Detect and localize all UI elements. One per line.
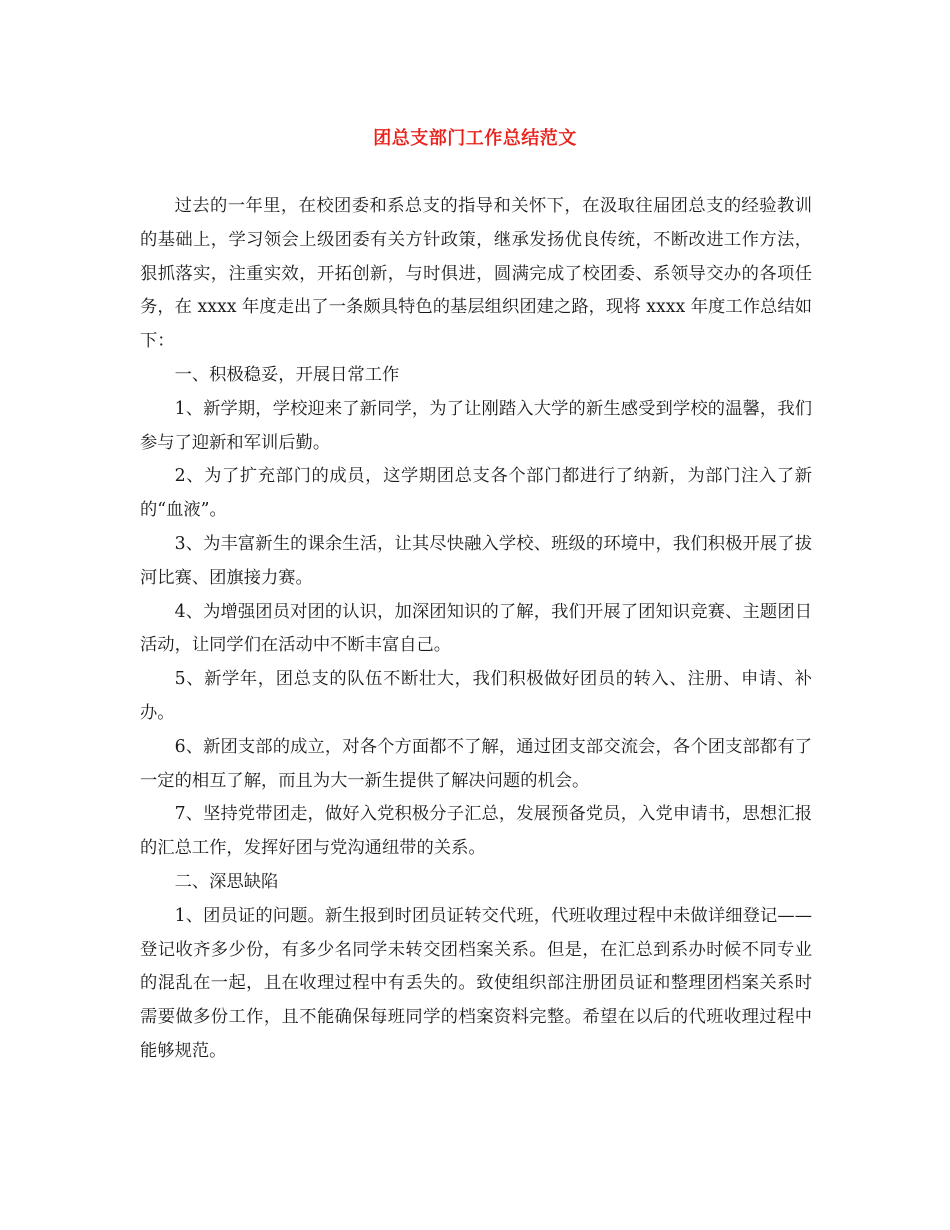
list-item: 2、为了扩充部门的成员，这学期团总支各个部门都进行了纳新，为部门注入了新的“血液”。 xyxy=(140,466,812,521)
list-item: 5、新学年，团总支的队伍不断壮大，我们积极做好团员的转入、注册、申请、补办。 xyxy=(140,669,812,723)
list-item: 7、坚持党带团走，做好入党积极分子汇总，发展预备党员，入党申请书，思想汇报的汇总工作，发挥好团与党沟通纽带的关系。 xyxy=(140,804,812,859)
list-item: 1、新学期，学校迎来了新同学，为了让刚踏入大学的新生感受到学校的温馨，我们参与了迎新和军训后勤。 xyxy=(140,398,812,453)
section-heading-1: 一、积极稳妥，开展日常工作 xyxy=(174,364,400,385)
list-item: 6、新团支部的成立，对各个方面都不了解，通过团支部交流会，各个团支部都有了一定的相互了解，而且为大一新生提供了解决问题的机会。 xyxy=(140,736,812,791)
document-body xyxy=(140,190,812,1069)
paragraph-intro: 过去的一年里，在校团委和系总支的指导和关怀下，在汲取往届团总支的经验教训的基础上，学习领会上级团委有关方针政策，继承发扬优良传统，不断改进工作方法，狠抓落实，注重实效，开拓创新，与时俱进，圆满完成了校团委、系领导交办的各项任务，在 xxxx 年度走出了一条颇具特色的基层组织团建之路，现将 xxxx 年度工作总结如下： xyxy=(140,196,812,352)
document-title: 团总支部门工作总结范文 xyxy=(373,128,577,149)
list-item: 3、为丰富新生的课余生活，让其尽快融入学校、班级的环境中，我们积极开展了拔河比赛、团旗接力赛。 xyxy=(140,533,812,588)
section-heading-2: 二、深思缺陷 xyxy=(174,871,279,892)
list-item: 4、为增强团员对团的认识，加深团知识的了解，我们开展了团知识竞赛、主题团日活动，让同学们在活动中不断丰富自己。 xyxy=(140,601,812,656)
list-item: 1、团员证的问题。新生报到时团员证转交代班，代班收理过程中未做详细登记——登记收齐多少份，有多少名同学未转交团档案关系。但是，在汇总到系办时候不同专业的混乱在一起，且在收理过程中有丢失的。致使组织部注册团员证和整理团档案关系时需要做多份工作，且不能确保每班同学的档案资料完整。希望在以后的代班收理过程中能够规范。 xyxy=(140,905,812,1061)
